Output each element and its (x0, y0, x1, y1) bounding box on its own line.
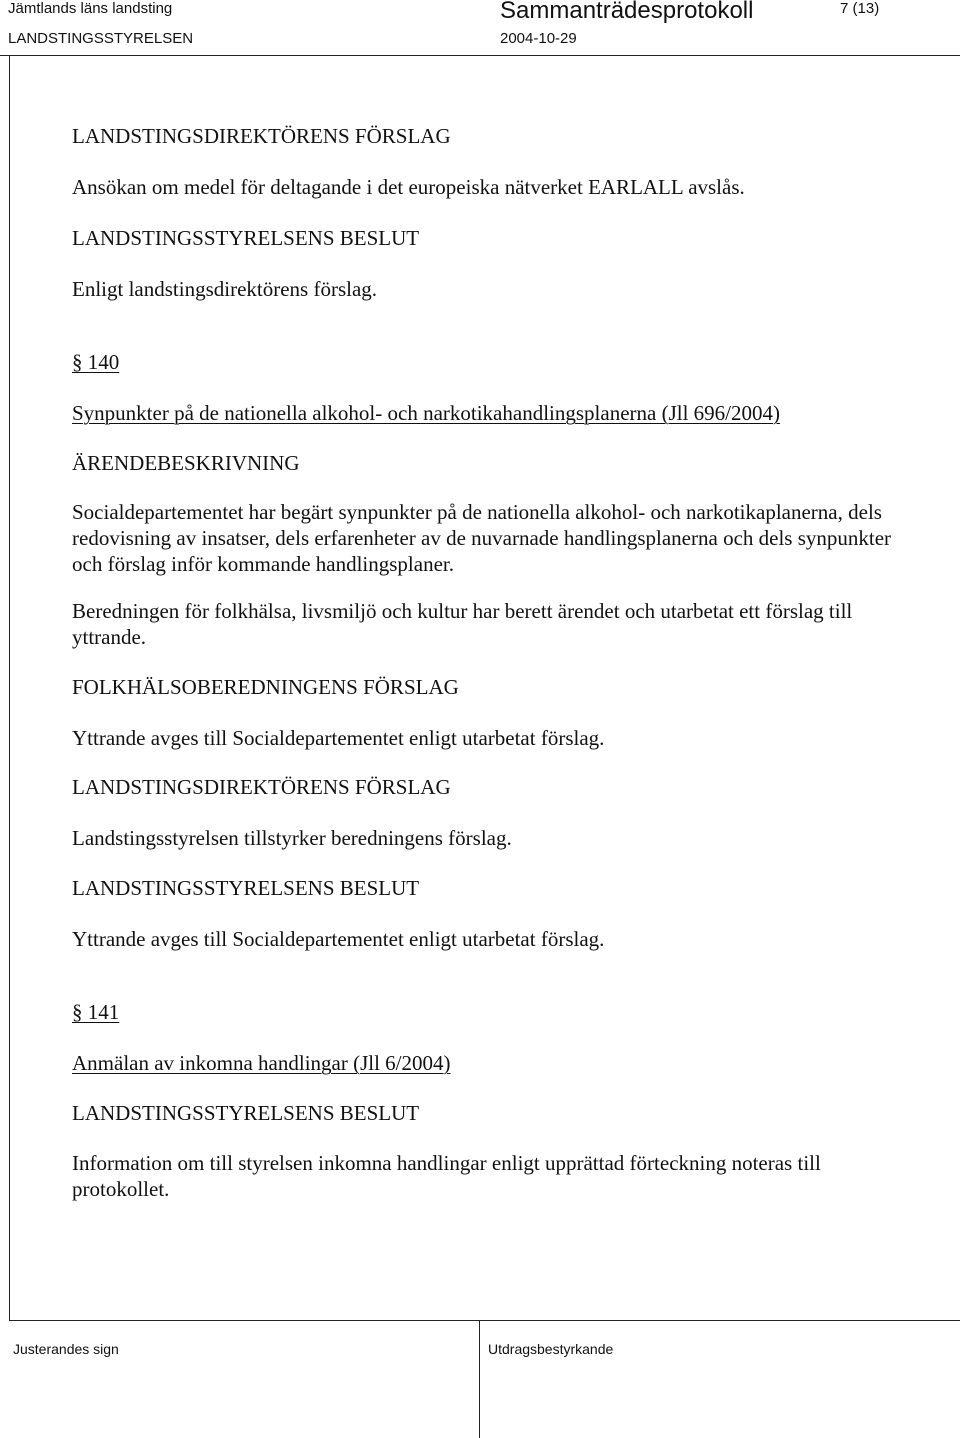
board-name: LANDSTINGSSTYRELSEN (8, 30, 194, 47)
heading-direktor-forslag: LANDSTINGSDIREKTÖRENS FÖRSLAG (72, 124, 451, 148)
footer-divider (9, 1320, 960, 1321)
heading-styrelsen-beslut: LANDSTINGSSTYRELSENS BESLUT (72, 226, 420, 250)
text-styrelsen-beslut-141: Information om till styrelsen inkomna handlingar enligt upprättad förteckning noteras till protokollet. (72, 1151, 821, 1201)
organization-name: Jämtlands läns landsting (8, 0, 173, 17)
document-title: Sammanträdesprotokoll (500, 0, 754, 24)
section-140-preparation: Beredningen för folkhälsa, livsmiljö och kultur har berett ärendet och utarbetat ett förslag till yttrande. (72, 599, 853, 649)
heading-styrelsen-beslut-140: LANDSTINGSSTYRELSENS BESLUT (72, 876, 420, 900)
section-140-description: Socialdepartementet har begärt synpunkter på de nationella alkohol- och narkotikaplanerna, dels redovisning av insatser, dels erfarenheter av de nuvarnade handlingsplanerna och dels synpunkter och förslag inför kommande handlingsplaner. (72, 500, 892, 576)
page-number: 7 (13) (840, 0, 880, 17)
heading-styrelsen-beslut-141: LANDSTINGSSTYRELSENS BESLUT (72, 1101, 420, 1125)
text-folkhalso-forslag: Yttrande avges till Socialdepartementet enligt utarbetat förslag. (72, 726, 605, 750)
header-divider (0, 55, 960, 56)
section-141-number: § 141 (72, 1000, 120, 1024)
left-margin-line (9, 56, 10, 1320)
meeting-date: 2004-10-29 (500, 30, 577, 47)
footer-certification-label: Utdragsbestyrkande (488, 1341, 614, 1357)
text-styrelsen-beslut: Enligt landstingsdirektörens förslag. (72, 277, 378, 301)
heading-direktor-forslag-140: LANDSTINGSDIREKTÖRENS FÖRSLAG (72, 775, 451, 799)
text-direktor-forslag-140: Landstingsstyrelsen tillstyrker beredningens förslag. (72, 826, 512, 850)
text-styrelsen-beslut-140: Yttrande avges till Socialdepartementet enligt utarbetat förslag. (72, 927, 605, 951)
section-140-title: Synpunkter på de nationella alkohol- och narkotikahandlingsplanerna (Jll 696/2004) (72, 401, 780, 425)
text-direktor-forslag: Ansökan om medel för deltagande i det europeiska nätverket EARLALL avslås. (72, 175, 745, 199)
footer-column-divider (479, 1320, 480, 1438)
section-140-number: § 140 (72, 350, 120, 374)
section-141-title: Anmälan av inkomna handlingar (Jll 6/2004) (72, 1051, 451, 1075)
footer-signature-label: Justerandes sign (13, 1341, 119, 1357)
heading-folkhalso-forslag: FOLKHÄLSOBEREDNINGENS FÖRSLAG (72, 675, 459, 699)
heading-arendebeskrivning: ÄRENDEBESKRIVNING (72, 451, 300, 475)
